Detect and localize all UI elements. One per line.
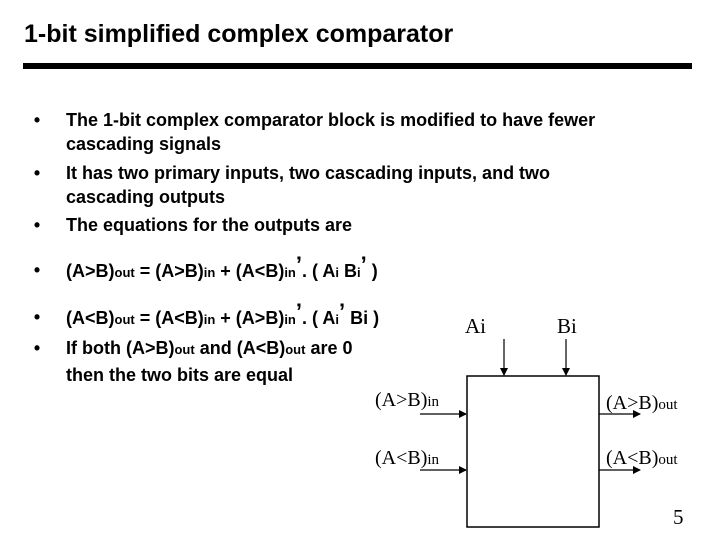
page-number: 5	[673, 505, 684, 529]
bullet-marker: •	[33, 260, 41, 280]
bullet-1-line-1: The 1-bit complex comparator block is modified to have fewer	[66, 110, 596, 130]
lt-out-label: (A<B)out	[606, 447, 678, 469]
equal-condition-line-1: If both (A>B)out and (A<B)out are 0	[66, 338, 353, 358]
bullet-marker: •	[33, 338, 41, 358]
bullet-marker: •	[33, 215, 41, 235]
gt-in-label: (A>B)in	[375, 389, 440, 411]
bullet-2-line-1: It has two primary inputs, two cascading inputs, and two	[66, 163, 551, 183]
bullet-3-line-1: The equations for the outputs are	[66, 215, 353, 235]
bullet-marker: •	[33, 163, 41, 183]
bullet-1-line-2: cascading signals	[66, 134, 222, 154]
lt-in-label: (A<B)in	[375, 447, 440, 469]
input-ai-label: Ai	[465, 314, 486, 338]
bullet-marker: •	[33, 110, 41, 130]
equation-1: (A>B)out = (A>B)in + (A<B)in’. ( Ai Bi’ )	[66, 252, 378, 281]
equal-condition-line-2: then the two bits are equal	[66, 365, 294, 385]
input-bi-label: Bi	[557, 314, 577, 338]
slide-title: 1-bit simplified complex comparator	[24, 20, 454, 48]
gt-out-label: (A>B)out	[606, 392, 678, 414]
bullet-2-line-2: cascading outputs	[66, 187, 226, 207]
equation-2: (A<B)out = (A<B)in + (A>B)in’. ( Ai’ Bi )	[66, 299, 380, 328]
comparator-block	[467, 376, 599, 527]
bullet-marker: •	[33, 307, 41, 327]
